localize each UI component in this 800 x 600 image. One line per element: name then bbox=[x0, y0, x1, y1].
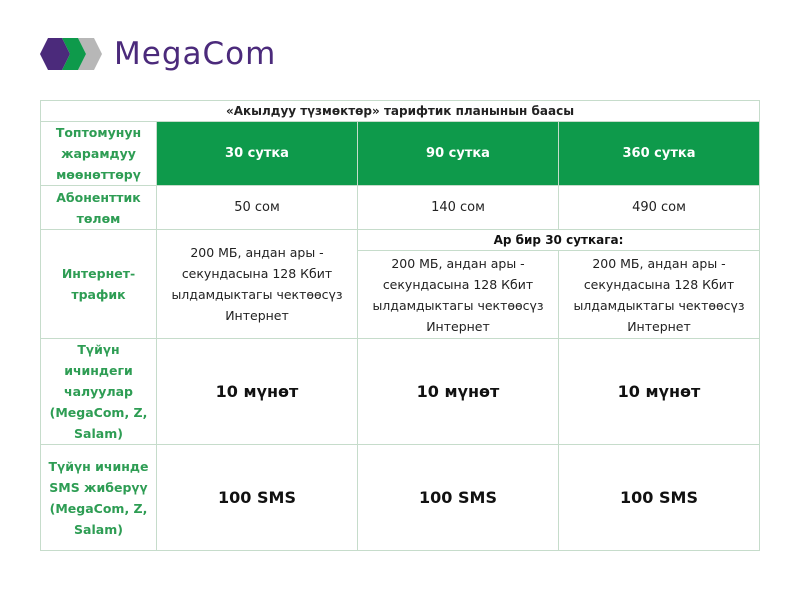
row-label-internet: Интернет-трафик bbox=[41, 230, 157, 339]
period-360: 360 сутка bbox=[559, 122, 760, 186]
row-label-fee: Абоненттик төлөм bbox=[41, 186, 157, 230]
brand-name: MegaCom bbox=[114, 36, 277, 72]
table-row-calls bbox=[41, 339, 760, 445]
sms-30: 100 SMS bbox=[157, 445, 358, 551]
calls-30: 10 мүнөт bbox=[157, 339, 358, 445]
table-row-sms bbox=[41, 445, 760, 551]
internet-30: 200 МБ, андан ары - секундасына 128 Кбит ылдамдыктагы чектөөсүз Интернет bbox=[157, 230, 358, 339]
megacom-logo-mark-icon bbox=[40, 34, 104, 74]
fee-360: 490 сом bbox=[559, 186, 760, 230]
sms-90: 100 SMS bbox=[358, 445, 559, 551]
period-30: 30 сутка bbox=[157, 122, 358, 186]
table-row-period bbox=[41, 122, 760, 186]
calls-360: 10 мүнөт bbox=[559, 339, 760, 445]
row-label-calls: Түйүн ичиндеги чалуулар (MegaCom, Z, Salam) bbox=[41, 339, 157, 445]
table-row-internet-top bbox=[41, 230, 760, 251]
table-row-fee bbox=[41, 186, 760, 230]
internet-360: 200 МБ, андан ары - секундасына 128 Кбит ылдамдыктагы чектөөсүз Интернет bbox=[559, 251, 760, 339]
tariff-table bbox=[40, 100, 760, 551]
sms-360: 100 SMS bbox=[559, 445, 760, 551]
fee-30: 50 сом bbox=[157, 186, 358, 230]
table-title: «Акылдуу түзмөктөр» тарифтик планынын баасы bbox=[41, 101, 760, 122]
per-30-days-label: Ар бир 30 суткага: bbox=[358, 230, 760, 251]
row-label-period: Топтомунун жарамдуу мөөнөттөрү bbox=[41, 122, 157, 186]
period-90: 90 сутка bbox=[358, 122, 559, 186]
megacom-logo bbox=[40, 34, 276, 74]
fee-90: 140 сом bbox=[358, 186, 559, 230]
calls-90: 10 мүнөт bbox=[358, 339, 559, 445]
row-label-sms: Түйүн ичинде SMS жиберүү (MegaCom, Z, Salam) bbox=[41, 445, 157, 551]
internet-90: 200 МБ, андан ары - секундасына 128 Кбит ылдамдыктагы чектөөсүз Интернет bbox=[358, 251, 559, 339]
